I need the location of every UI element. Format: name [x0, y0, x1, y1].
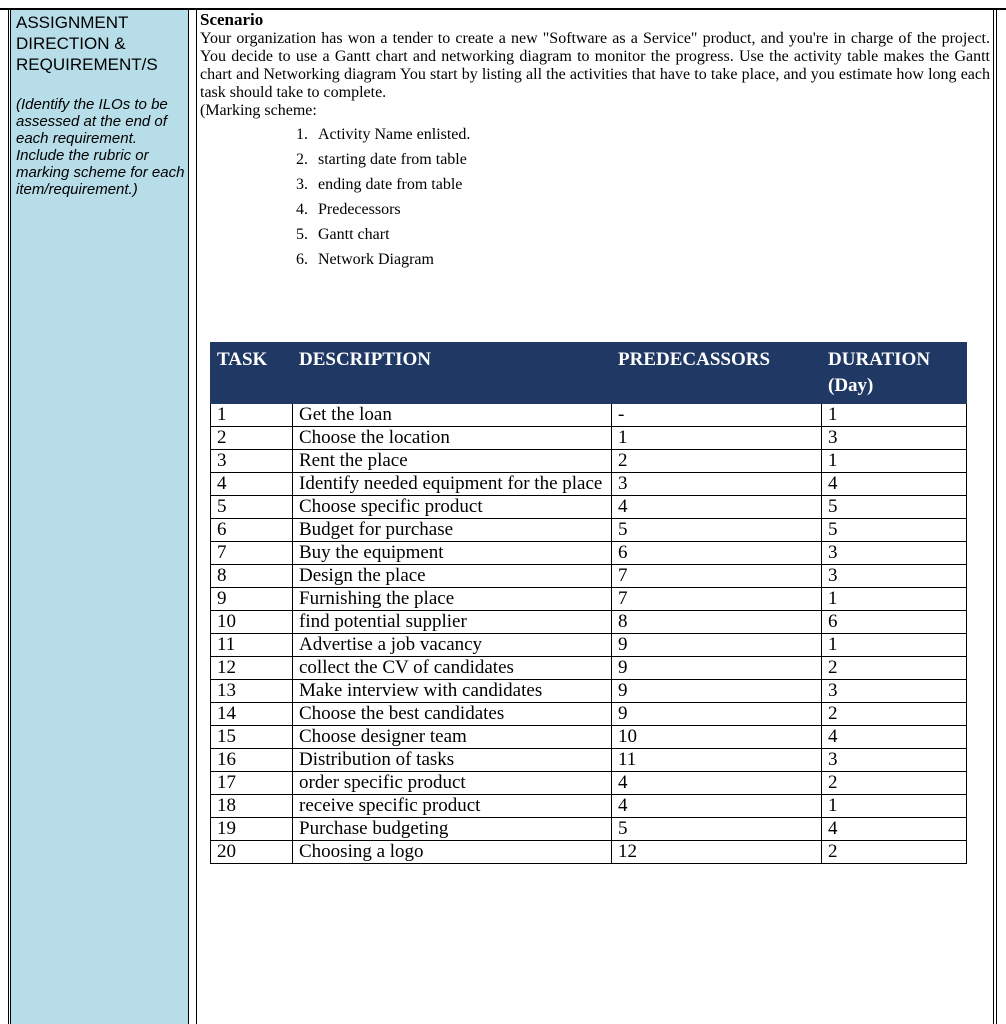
cell-predecessors: 6	[612, 542, 822, 565]
cell-duration: 2	[822, 657, 967, 680]
assignment-heading-line: DIRECTION &	[16, 34, 126, 53]
cell-description: Identify needed equipment for the place	[293, 473, 612, 496]
column-separator	[189, 10, 197, 1024]
cell-duration: 4	[822, 818, 967, 841]
cell-predecessors: 4	[612, 496, 822, 519]
cell-duration: 4	[822, 473, 967, 496]
cell-duration: 3	[822, 749, 967, 772]
marking-scheme-item: 6. Network Diagram	[312, 247, 990, 272]
cell-task: 14	[211, 703, 293, 726]
cell-description: receive specific product	[293, 795, 612, 818]
cell-duration: 3	[822, 427, 967, 450]
table-row	[211, 519, 967, 542]
cell-task: 1	[211, 404, 293, 427]
cell-task: 2	[211, 427, 293, 450]
header-predecessors: PREDECASSORS	[612, 343, 822, 404]
cell-task: 17	[211, 772, 293, 795]
table-row	[211, 565, 967, 588]
cell-duration: 5	[822, 496, 967, 519]
cell-predecessors: 3	[612, 473, 822, 496]
cell-description: Design the place	[293, 565, 612, 588]
cell-task: 8	[211, 565, 293, 588]
cell-duration: 6	[822, 611, 967, 634]
header-task: TASK	[211, 343, 293, 404]
cell-predecessors: 2	[612, 450, 822, 473]
cell-description: Furnishing the place	[293, 588, 612, 611]
right-border	[993, 10, 997, 1024]
header-duration: DURATION (Day)	[822, 343, 967, 404]
table-row	[211, 450, 967, 473]
cell-description: collect the CV of candidates	[293, 657, 612, 680]
table-row	[211, 496, 967, 519]
cell-description: Purchase budgeting	[293, 818, 612, 841]
table-header-row	[211, 343, 967, 404]
top-border	[0, 0, 1006, 10]
cell-predecessors: 8	[612, 611, 822, 634]
marking-scheme-item: 5. Gantt chart	[312, 222, 990, 247]
marking-scheme-item: 4. Predecessors	[312, 197, 990, 222]
cell-description: Budget for purchase	[293, 519, 612, 542]
cell-description: Buy the equipment	[293, 542, 612, 565]
table-row	[211, 542, 967, 565]
cell-predecessors: 4	[612, 795, 822, 818]
scenario-section	[200, 10, 990, 272]
cell-description: Choose the location	[293, 427, 612, 450]
cell-task: 10	[211, 611, 293, 634]
cell-description: Choose designer team	[293, 726, 612, 749]
cell-description: Get the loan	[293, 404, 612, 427]
cell-duration: 3	[822, 565, 967, 588]
cell-predecessors: 12	[612, 841, 822, 864]
table-row	[211, 634, 967, 657]
cell-duration: 1	[822, 634, 967, 657]
cell-predecessors: 9	[612, 634, 822, 657]
assignment-heading-line: REQUIREMENT/S	[16, 55, 158, 74]
cell-duration: 1	[822, 795, 967, 818]
cell-predecessors: 9	[612, 657, 822, 680]
cell-predecessors: 9	[612, 703, 822, 726]
table-row	[211, 473, 967, 496]
cell-description: Choose specific product	[293, 496, 612, 519]
table-row	[211, 404, 967, 427]
cell-description: Choosing a logo	[293, 841, 612, 864]
marking-scheme-list	[200, 122, 990, 272]
cell-task: 12	[211, 657, 293, 680]
cell-task: 3	[211, 450, 293, 473]
cell-task: 9	[211, 588, 293, 611]
cell-duration: 3	[822, 680, 967, 703]
activity-table	[210, 342, 967, 864]
header-description: DESCRIPTION	[293, 343, 612, 404]
cell-task: 18	[211, 795, 293, 818]
table-row	[211, 772, 967, 795]
cell-task: 20	[211, 841, 293, 864]
cell-duration: 3	[822, 542, 967, 565]
table-row	[211, 703, 967, 726]
table-row	[211, 657, 967, 680]
table-body	[211, 404, 967, 864]
table-row	[211, 749, 967, 772]
cell-task: 16	[211, 749, 293, 772]
cell-task: 4	[211, 473, 293, 496]
cell-description: find potential supplier	[293, 611, 612, 634]
table-row	[211, 680, 967, 703]
cell-description: Advertise a job vacancy	[293, 634, 612, 657]
cell-task: 11	[211, 634, 293, 657]
cell-duration: 1	[822, 588, 967, 611]
cell-description: Choose the best candidates	[293, 703, 612, 726]
cell-duration: 1	[822, 450, 967, 473]
scenario-text: Your organization has won a tender to create a new "Software as a Service" product, and you're in charge of the project. You decide to use a Gantt chart and networking diagram to monitor the progress. Use the activity table makes the Gantt chart and Networking diagram You start by listing all the activities that have to take place, and you estimate how long each task should take to complete.	[200, 30, 990, 101]
cell-duration: 4	[822, 726, 967, 749]
cell-description: Make interview with candidates	[293, 680, 612, 703]
cell-predecessors: 4	[612, 772, 822, 795]
marking-scheme-item: 3. ending date from table	[312, 172, 990, 197]
cell-duration: 1	[822, 404, 967, 427]
cell-predecessors: 7	[612, 588, 822, 611]
cell-task: 19	[211, 818, 293, 841]
table-row	[211, 588, 967, 611]
assignment-note: (Identify the ILOs to be assessed at the end of each requirement. Include the rubric or marking scheme for each item/requirement.)	[16, 96, 185, 198]
marking-scheme-item: 1. Activity Name enlisted.	[312, 122, 990, 147]
cell-predecessors: 11	[612, 749, 822, 772]
marking-scheme-item: 2. starting date from table	[312, 147, 990, 172]
cell-task: 6	[211, 519, 293, 542]
cell-predecessors: 9	[612, 680, 822, 703]
table-row	[211, 427, 967, 450]
cell-duration: 2	[822, 703, 967, 726]
cell-description: Rent the place	[293, 450, 612, 473]
cell-predecessors: -	[612, 404, 822, 427]
cell-task: 13	[211, 680, 293, 703]
cell-predecessors: 5	[612, 818, 822, 841]
table-row	[211, 795, 967, 818]
table-row	[211, 841, 967, 864]
cell-description: order specific product	[293, 772, 612, 795]
table-row	[211, 726, 967, 749]
cell-predecessors: 7	[612, 565, 822, 588]
cell-task: 7	[211, 542, 293, 565]
scenario-heading: Scenario	[200, 10, 264, 29]
cell-task: 5	[211, 496, 293, 519]
cell-duration: 2	[822, 841, 967, 864]
cell-duration: 5	[822, 519, 967, 542]
cell-predecessors: 5	[612, 519, 822, 542]
assignment-heading-line: ASSIGNMENT	[16, 13, 129, 32]
cell-predecessors: 10	[612, 726, 822, 749]
table-row	[211, 818, 967, 841]
marking-scheme-title: (Marking scheme:	[200, 102, 317, 119]
table-row	[211, 611, 967, 634]
cell-duration: 2	[822, 772, 967, 795]
cell-task: 15	[211, 726, 293, 749]
cell-description: Distribution of tasks	[293, 749, 612, 772]
cell-predecessors: 1	[612, 427, 822, 450]
assignment-heading	[16, 12, 188, 75]
